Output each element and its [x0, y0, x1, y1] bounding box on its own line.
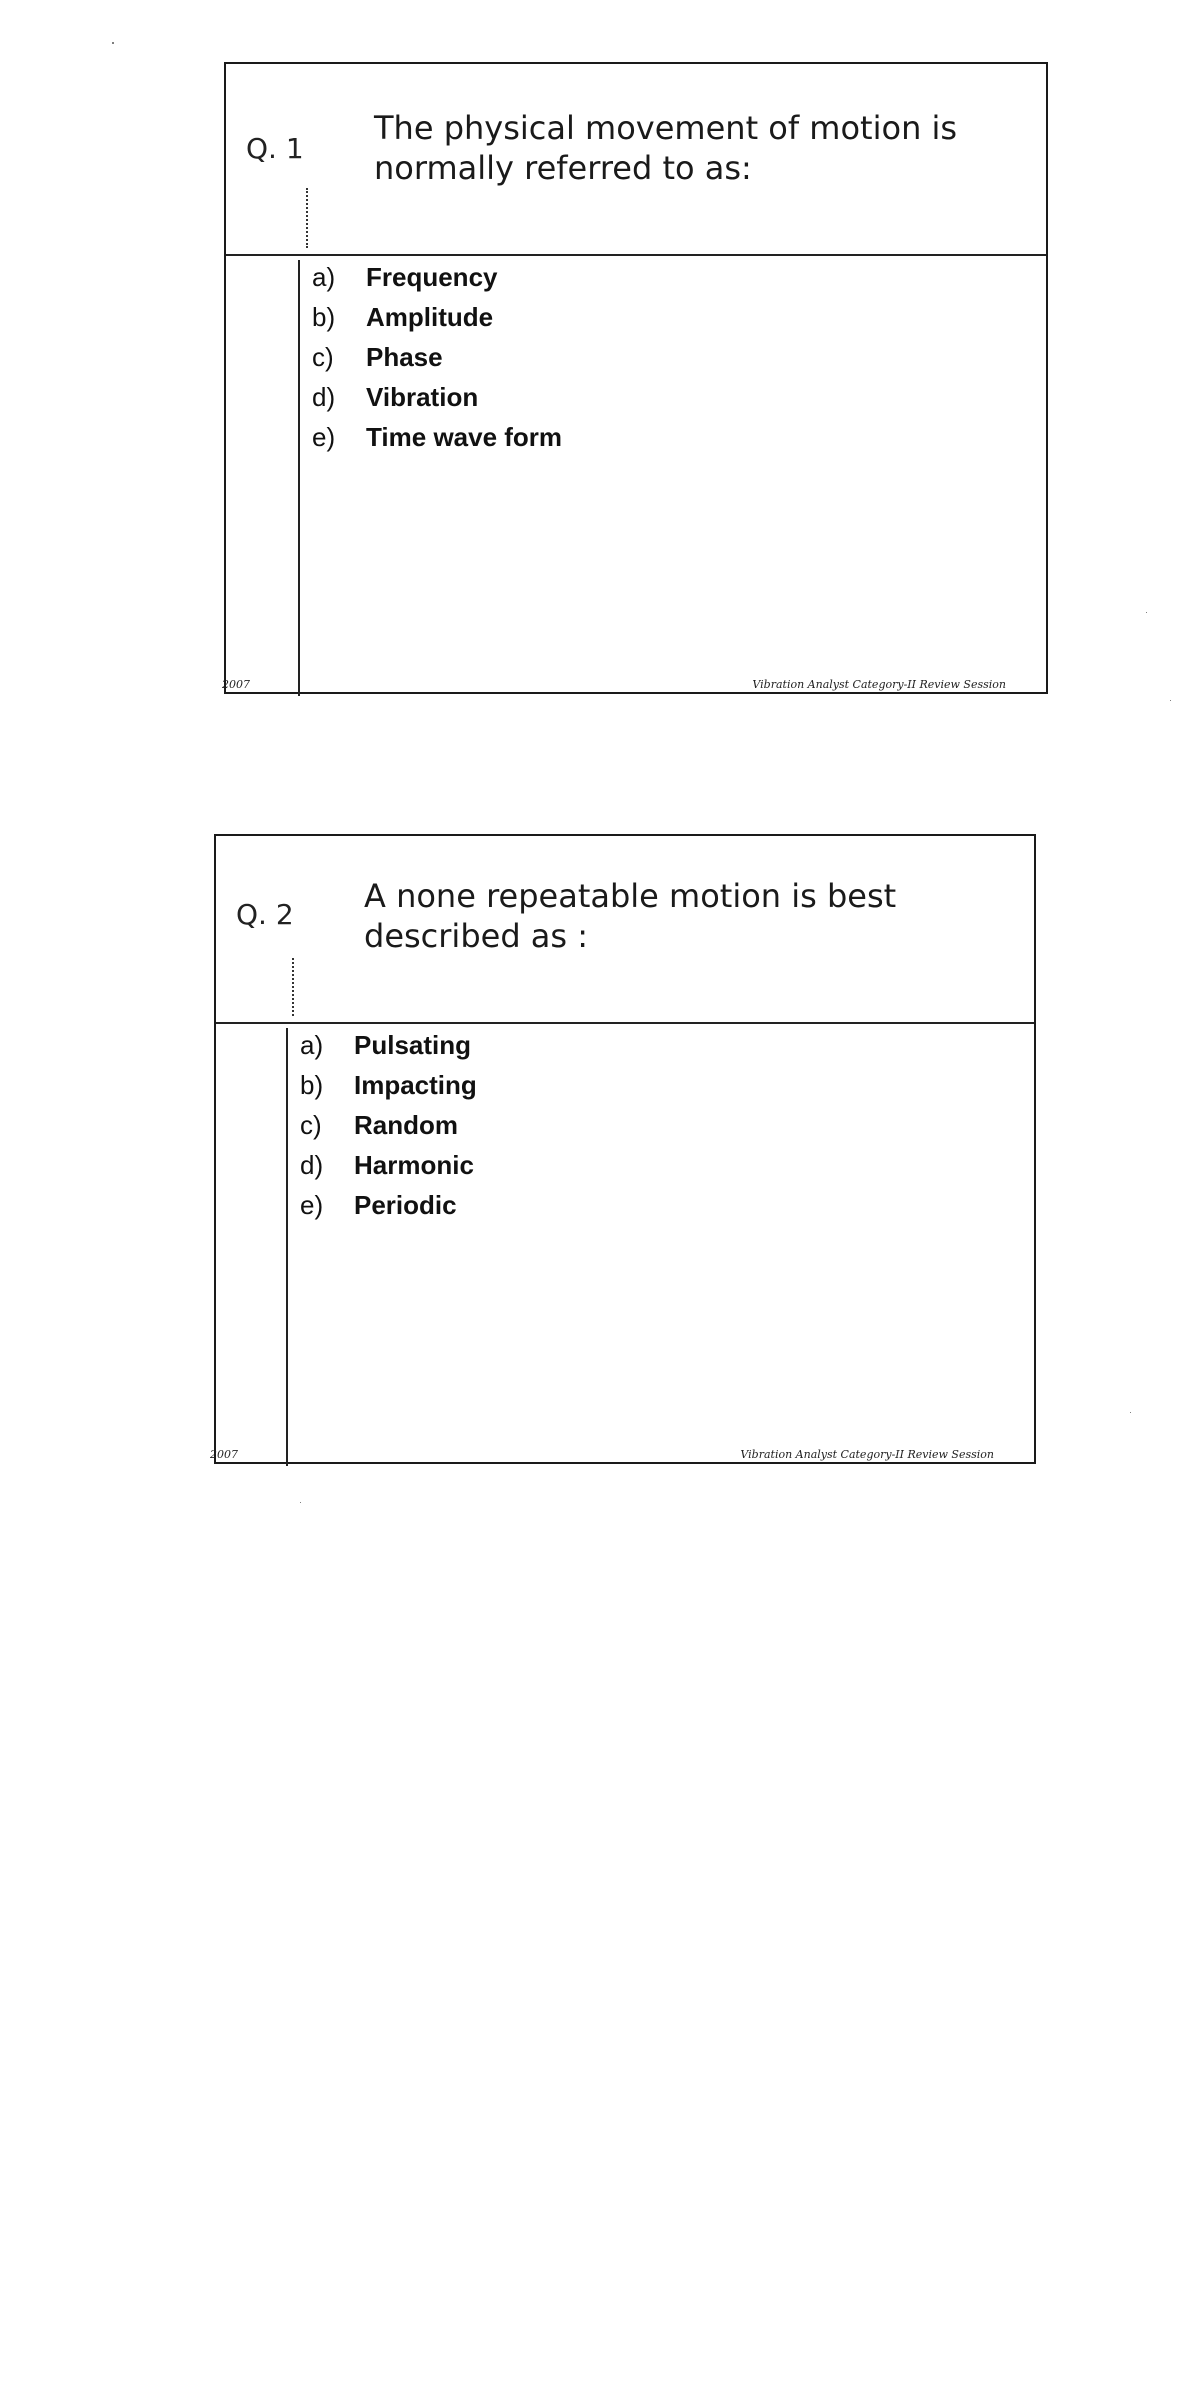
- answer-option: [312, 302, 562, 342]
- option-text: Vibration: [366, 382, 479, 412]
- answer-options: [312, 262, 562, 462]
- option-letter: d): [300, 1150, 324, 1180]
- option-text: Impacting: [354, 1070, 477, 1100]
- answer-option: [312, 382, 562, 422]
- question-slide-1: [224, 62, 1048, 694]
- option-letter: e): [300, 1190, 324, 1220]
- scan-speck: [1146, 612, 1147, 613]
- option-letter: a): [312, 262, 336, 292]
- option-letter: a): [300, 1030, 324, 1060]
- scan-speck: [1170, 700, 1171, 701]
- option-text: Phase: [366, 342, 443, 372]
- option-text: Time wave form: [366, 422, 563, 452]
- option-letter: c): [300, 1110, 322, 1140]
- question-text: The physical movement of motion is normally referred to as:: [374, 109, 958, 187]
- option-letter: d): [312, 382, 336, 412]
- scan-speck: [112, 42, 114, 44]
- option-text: Random: [354, 1110, 458, 1140]
- answer-option: [312, 262, 562, 302]
- question-text: A none repeatable motion is best described as :: [364, 877, 897, 955]
- answer-option: [300, 1190, 477, 1230]
- answer-option: [312, 422, 562, 462]
- option-text: Amplitude: [366, 302, 494, 332]
- margin-line-dashed: [306, 188, 308, 248]
- option-text: Pulsating: [354, 1030, 472, 1060]
- answer-option: [300, 1110, 477, 1150]
- option-letter: c): [312, 342, 334, 372]
- answer-options: [300, 1030, 477, 1230]
- footer-title: Vibration Analyst Category-II Review Session: [752, 678, 1006, 691]
- margin-line: [286, 1028, 288, 1466]
- margin-line-dashed: [292, 958, 294, 1016]
- footer-title: Vibration Analyst Category-II Review Session: [740, 1448, 994, 1461]
- option-letter: b): [312, 302, 336, 332]
- option-text: Periodic: [354, 1190, 457, 1220]
- scan-speck: [300, 1502, 301, 1503]
- option-letter: e): [312, 422, 336, 452]
- answer-option: [312, 342, 562, 382]
- answer-option: [300, 1030, 477, 1070]
- answer-option: [300, 1070, 477, 1110]
- question-number: Q. 1: [246, 132, 304, 165]
- question-number: Q. 2: [236, 898, 294, 931]
- option-letter: b): [300, 1070, 324, 1100]
- footer-year: 2007: [210, 1448, 238, 1461]
- answer-option: [300, 1150, 477, 1190]
- scan-speck: [1130, 1412, 1131, 1413]
- footer-year: 2007: [222, 678, 250, 691]
- option-text: Harmonic: [354, 1150, 474, 1180]
- option-text: Frequency: [366, 262, 498, 292]
- header-divider: [216, 1022, 1034, 1024]
- question-slide-2: [210, 834, 1036, 1464]
- header-divider: [226, 254, 1046, 256]
- margin-line: [298, 260, 300, 696]
